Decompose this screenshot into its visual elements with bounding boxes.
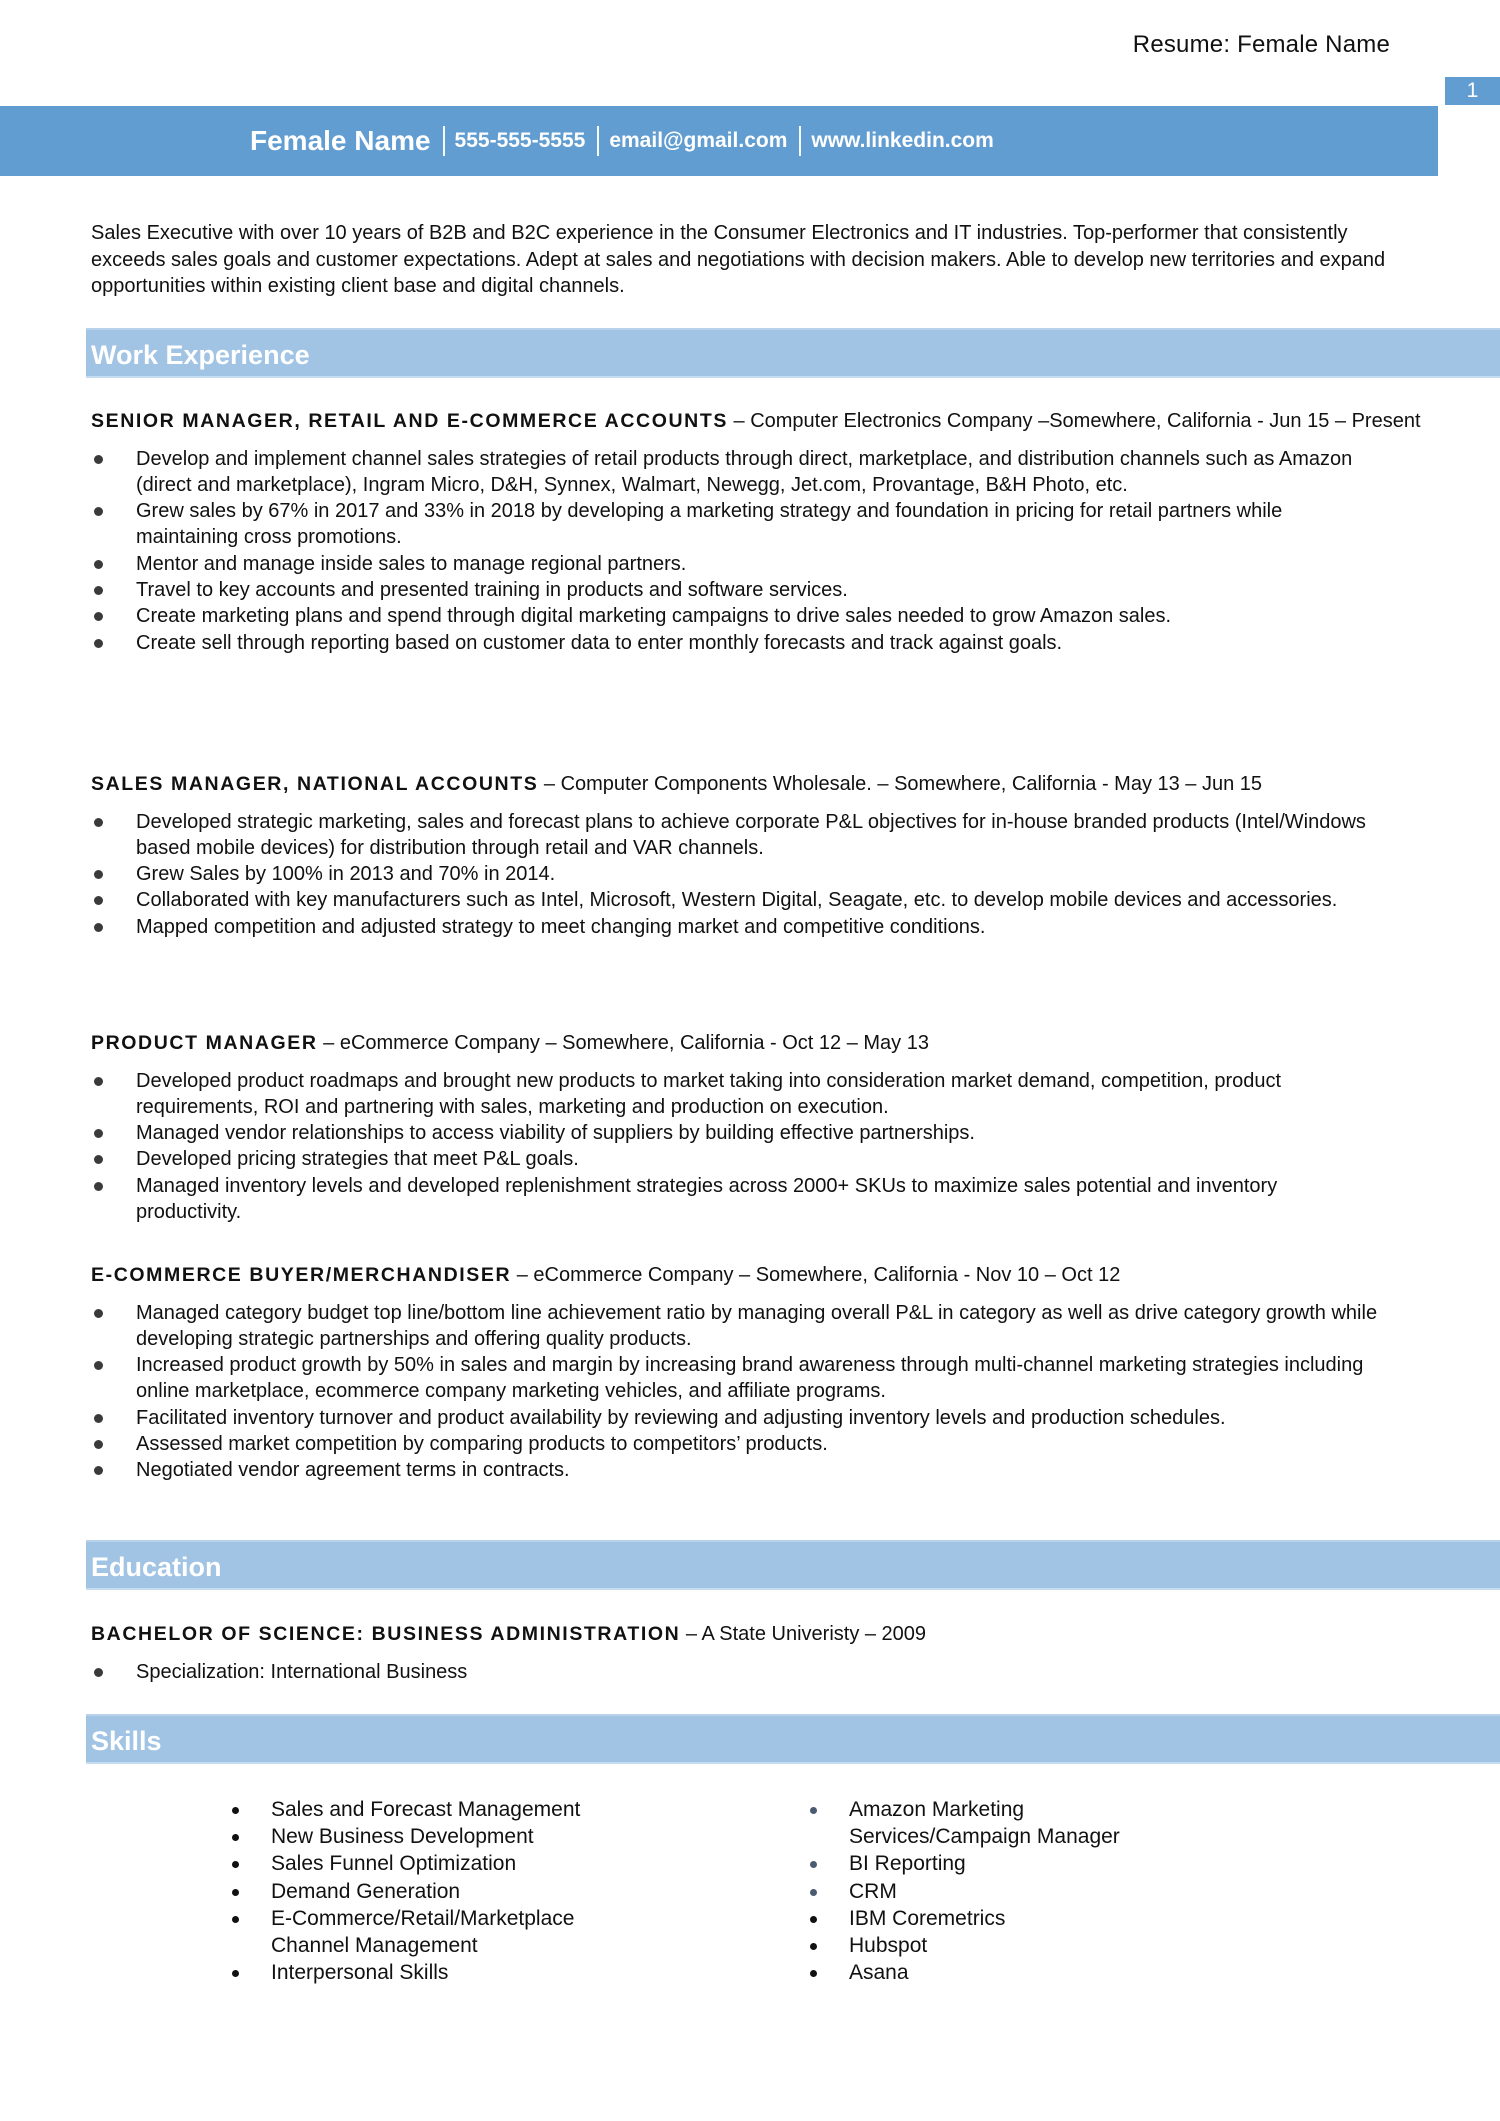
- job-bullets: [91, 1068, 1421, 1226]
- bullet-icon: [94, 896, 103, 905]
- bullet-text: Developed product roadmaps and brought new products to market taking into consideration market demand, competition, product requirements, ROI and partnering with sales, marketing and production on execution.: [136, 1069, 1282, 1118]
- bullet-text: Developed pricing strategies that meet P&L goals.: [136, 1148, 579, 1171]
- bullet-text: Facilitated inventory turnover and product availability by reviewing and adjusting inventory levels and production schedules.: [136, 1406, 1226, 1429]
- skill-item: [232, 1850, 652, 1877]
- job-details: – eCommerce Company – Somewhere, California - Nov 10 – Oct 12: [511, 1264, 1121, 1286]
- bullet-icon: [810, 1861, 817, 1868]
- list-item: [91, 551, 1386, 577]
- job-title: PRODUCT MANAGER: [91, 1032, 318, 1054]
- bullet-text: Collaborated with key manufacturers such as Intel, Microsoft, Western Digital, Seagate, etc. to develop mobile devices and accessories.: [136, 889, 1338, 912]
- list-item: [91, 861, 1386, 887]
- list-item: [91, 1120, 1386, 1146]
- list-item: [91, 809, 1386, 862]
- bullet-text: Mentor and manage inside sales to manage regional partners.: [136, 552, 687, 575]
- bullet-text: Assessed market competition by comparing products to competitors’ products.: [136, 1432, 828, 1455]
- bullet-icon: [94, 1466, 103, 1475]
- candidate-name: Female Name: [250, 125, 431, 156]
- skill-item: [232, 1905, 652, 1959]
- bullet-icon: [232, 1916, 239, 1923]
- job-heading: [91, 1262, 1421, 1289]
- bullet-icon: [94, 1361, 103, 1370]
- section-header-skills: Skills: [86, 1714, 1500, 1764]
- job-entry: [91, 408, 1421, 656]
- skill-item: [810, 1850, 1170, 1877]
- skill-item: [810, 1959, 1170, 1986]
- job-details: – eCommerce Company – Somewhere, California - Oct 12 – May 13: [317, 1032, 929, 1054]
- divider: [597, 126, 599, 156]
- bullet-icon: [232, 1970, 239, 1977]
- email-link[interactable]: email@gmail.com: [609, 129, 788, 152]
- bullet-icon: [810, 1970, 817, 1977]
- bullet-text: Develop and implement channel sales strategies of retail products through direct, marketplace, and distribution channels such as Amazon (direct and marketplace), Ingram Micro, D&H, Synnex, Walmart, Newegg, Jet.com, Provantage, B&H Photo, etc.: [136, 447, 1353, 496]
- job-entry: [91, 1030, 1421, 1225]
- job-details: – Computer Components Wholesale. – Somewhere, California - May 13 – Jun 15: [538, 773, 1263, 795]
- skill-item: [232, 1959, 652, 1986]
- summary-block: [91, 220, 1421, 300]
- skill-text: Sales and Forecast Management: [271, 1798, 581, 1821]
- skill-text: Sales Funnel Optimization: [271, 1852, 517, 1876]
- skill-item: [810, 1878, 1170, 1905]
- list-item: [91, 1431, 1386, 1457]
- bullet-icon: [94, 507, 103, 516]
- job-entry: [91, 1262, 1421, 1484]
- bullet-text: Managed category budget top line/bottom line achievement ratio by managing overall P&L in category as well as drive category growth while developing strategic partnerships and offering quality products.: [136, 1301, 1378, 1350]
- bullet-icon: [94, 560, 103, 569]
- website-link[interactable]: www.linkedin.com: [811, 129, 994, 152]
- job-title: SALES MANAGER, NATIONAL ACCOUNTS: [91, 773, 539, 795]
- bullet-icon: [232, 1807, 239, 1814]
- list-item: [91, 446, 1386, 499]
- list-item: [91, 1352, 1386, 1405]
- list-item: [91, 1659, 1386, 1685]
- bullet-icon: [810, 1916, 817, 1923]
- section-header-education: Education: [86, 1540, 1500, 1590]
- list-item: [91, 1173, 1386, 1226]
- bullet-text: Specialization: International Business: [136, 1660, 468, 1683]
- bullet-text: Negotiated vendor agreement terms in contracts.: [136, 1459, 570, 1482]
- bullet-text: Increased product growth by 50% in sales and margin by increasing brand awareness through multi-channel marketing strategies including online marketplace, ecommerce company marketing vehicles, and affiliate programs.: [136, 1354, 1364, 1403]
- list-item: [91, 1146, 1386, 1172]
- bullet-text: Grew sales by 67% in 2017 and 33% in 2018 by developing a marketing strategy and foundation in pricing for retail partners while maintaining cross promotions.: [136, 500, 1283, 549]
- job-heading: [91, 1030, 1421, 1057]
- job-entry: [91, 771, 1421, 940]
- bullet-text: Travel to key accounts and presented training in products and software services.: [136, 578, 848, 601]
- list-item: [91, 498, 1386, 551]
- skill-item: [810, 1905, 1170, 1932]
- bullet-text: Managed inventory levels and developed replenishment strategies across 2000+ SKUs to maximize sales potential and inventory productivity.: [136, 1174, 1278, 1223]
- list-item: [91, 887, 1386, 913]
- skill-text: Asana: [849, 1961, 909, 1985]
- skills-column-left: [232, 1796, 652, 1986]
- bullet-icon: [232, 1889, 239, 1896]
- bullet-text: Developed strategic marketing, sales and forecast plans to achieve corporate P&L objectives for in-house branded products (Intel/Windows based mobile devices) for distribution through retail and VAR channels.: [136, 810, 1366, 859]
- skill-text: New Business Development: [271, 1825, 534, 1849]
- bullet-icon: [94, 455, 103, 464]
- section-header-work-experience: Work Experience: [86, 328, 1500, 378]
- list-item: [91, 914, 1386, 940]
- skill-text: BI Reporting: [849, 1852, 966, 1876]
- bullet-text: Create marketing plans and spend through digital marketing campaigns to drive sales needed to grow Amazon sales.: [136, 605, 1172, 628]
- skill-item: [810, 1932, 1170, 1959]
- running-header: Resume: Female Name: [1132, 31, 1390, 58]
- education-heading: [91, 1621, 1421, 1648]
- contact-bar: [0, 106, 1438, 176]
- bullet-text: Mapped competition and adjusted strategy to meet changing market and competitive conditions.: [136, 915, 986, 938]
- skill-text: Interpersonal Skills: [271, 1961, 449, 1985]
- bullet-text: Managed vendor relationships to access viability of suppliers by building effective partnerships.: [136, 1122, 975, 1145]
- list-item: [91, 577, 1386, 603]
- job-bullets: [91, 1300, 1421, 1484]
- skill-item: [232, 1823, 652, 1850]
- skill-text: IBM Coremetrics: [849, 1906, 1006, 1930]
- education-bullets: [91, 1659, 1421, 1685]
- skill-text: CRM: [849, 1879, 897, 1903]
- degree-title: BACHELOR OF SCIENCE: BUSINESS ADMINISTRATION: [91, 1623, 681, 1645]
- bullet-icon: [810, 1889, 817, 1896]
- skill-text: Demand Generation: [271, 1879, 461, 1903]
- list-item: [91, 603, 1386, 629]
- bullet-icon: [232, 1834, 239, 1841]
- bullet-icon: [232, 1861, 239, 1868]
- divider: [799, 126, 801, 156]
- list-item: [91, 1068, 1386, 1121]
- job-heading: [91, 771, 1421, 798]
- divider: [443, 126, 445, 156]
- bullet-icon: [94, 1182, 103, 1191]
- bullet-icon: [94, 1155, 103, 1164]
- bullet-icon: [94, 612, 103, 621]
- bullet-icon: [94, 923, 103, 932]
- bullet-icon: [94, 1440, 103, 1449]
- job-details: – Computer Electronics Company –Somewhere, California - Jun 15 – Present: [727, 410, 1421, 432]
- page-number-badge: 1: [1445, 77, 1500, 105]
- bullet-icon: [94, 1077, 103, 1086]
- skill-item: [232, 1878, 652, 1905]
- bullet-icon: [94, 1309, 103, 1318]
- bullet-icon: [94, 870, 103, 879]
- bullet-icon: [94, 1129, 103, 1138]
- list-item: [91, 1405, 1386, 1431]
- bullet-icon: [810, 1807, 817, 1814]
- bullet-icon: [94, 639, 103, 648]
- job-title: SENIOR MANAGER, RETAIL AND E-COMMERCE ACCOUNTS: [91, 410, 728, 432]
- skill-text: Amazon Marketing Services/Campaign Manager: [849, 1798, 1120, 1849]
- bullet-icon: [810, 1943, 817, 1950]
- bullet-text: Create sell through reporting based on customer data to enter monthly forecasts and track against goals.: [136, 631, 1063, 654]
- job-heading: [91, 408, 1421, 435]
- bullet-icon: [94, 1414, 103, 1423]
- skills-column-right: [810, 1796, 1170, 1986]
- bullet-icon: [94, 1668, 103, 1677]
- job-bullets: [91, 809, 1421, 940]
- list-item: [91, 1300, 1386, 1353]
- bullet-text: Grew Sales by 100% in 2013 and 70% in 2014.: [136, 863, 556, 886]
- bullet-icon: [94, 586, 103, 595]
- phone-number: 555-555-5555: [454, 129, 586, 152]
- professional-summary: Sales Executive with over 10 years of B2B and B2C experience in the Consumer Electronics and IT industries. Top-performer that consistently exceeds sales goals and customer expectations. Adept at sales and negotiations with decision makers. Able to develop new territories and expand opportunities within existing client base and digital channels.: [91, 222, 1386, 297]
- skill-item: [810, 1796, 1170, 1850]
- skill-text: E-Commerce/Retail/Marketplace Channel Management: [271, 1906, 575, 1958]
- list-item: [91, 1457, 1386, 1483]
- education-entry: [91, 1621, 1421, 1685]
- list-item: [91, 630, 1386, 656]
- education-details: – A State Univeristy – 2009: [680, 1623, 927, 1645]
- job-bullets: [91, 446, 1421, 656]
- job-title: E-COMMERCE BUYER/MERCHANDISER: [91, 1264, 512, 1286]
- skill-text: Hubspot: [849, 1934, 928, 1958]
- skill-item: [232, 1796, 652, 1823]
- bullet-icon: [94, 818, 103, 827]
